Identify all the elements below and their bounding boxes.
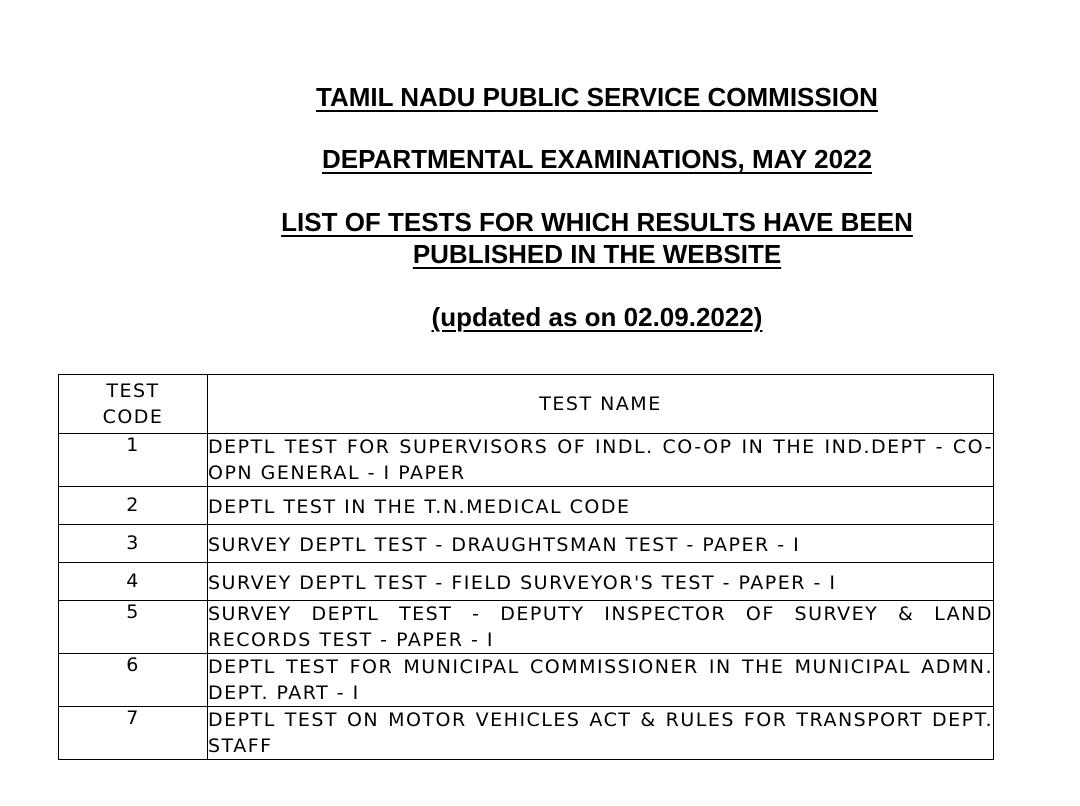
- test-code-cell: 1: [59, 434, 208, 487]
- column-header-code-line2: CODE: [102, 406, 164, 428]
- test-name-cell: DEPTL TEST FOR MUNICIPAL COMMISSIONER IN THE MUNICIPAL ADMN. DEPT. PART - I: [208, 654, 994, 707]
- test-name-cell: DEPTL TEST IN THE T.N.MEDICAL CODE: [208, 487, 994, 525]
- table-row: [59, 601, 994, 654]
- table-header-row: [59, 375, 994, 434]
- list-title-line2: PUBLISHED IN THE WEBSITE: [412, 239, 782, 269]
- table-row: [59, 707, 994, 760]
- org-title: TAMIL NADU PUBLIC SERVICE COMMISSION: [316, 82, 878, 112]
- test-name-cell: SURVEY DEPTL TEST - DEPUTY INSPECTOR OF SURVEY & LAND RECORDS TEST - PAPER - I: [208, 601, 994, 654]
- table-row: [59, 487, 994, 525]
- test-name-cell: SURVEY DEPTL TEST - DRAUGHTSMAN TEST - PAPER - I: [208, 525, 994, 563]
- column-header-code-line1: TEST: [106, 380, 160, 402]
- column-header-test-name: TEST NAME: [208, 375, 994, 434]
- updated-date: (updated as on 02.09.2022): [431, 302, 763, 332]
- table-row: [59, 563, 994, 601]
- test-code-cell: 5: [59, 601, 208, 654]
- test-code-cell: 2: [59, 487, 208, 525]
- test-code-cell: 4: [59, 563, 208, 601]
- results-table: [58, 374, 994, 760]
- table-row: [59, 434, 994, 487]
- exam-title: DEPARTMENTAL EXAMINATIONS, MAY 2022: [322, 144, 872, 174]
- test-name-cell: SURVEY DEPTL TEST - FIELD SURVEYOR'S TEST - PAPER - I: [208, 563, 994, 601]
- test-name-cell: DEPTL TEST ON MOTOR VEHICLES ACT & RULES FOR TRANSPORT DEPT. STAFF: [208, 707, 994, 760]
- test-code-cell: 6: [59, 654, 208, 707]
- table-row: [59, 654, 994, 707]
- list-title-line1: LIST OF TESTS FOR WHICH RESULTS HAVE BEEN: [281, 207, 913, 237]
- test-code-cell: 7: [59, 707, 208, 760]
- table-row: [59, 525, 994, 563]
- test-code-cell: 3: [59, 525, 208, 563]
- column-header-test-code: [59, 375, 208, 434]
- test-name-cell: DEPTL TEST FOR SUPERVISORS OF INDL. CO-OP IN THE IND.DEPT - CO-OPN GENERAL - I PAPER: [208, 434, 994, 487]
